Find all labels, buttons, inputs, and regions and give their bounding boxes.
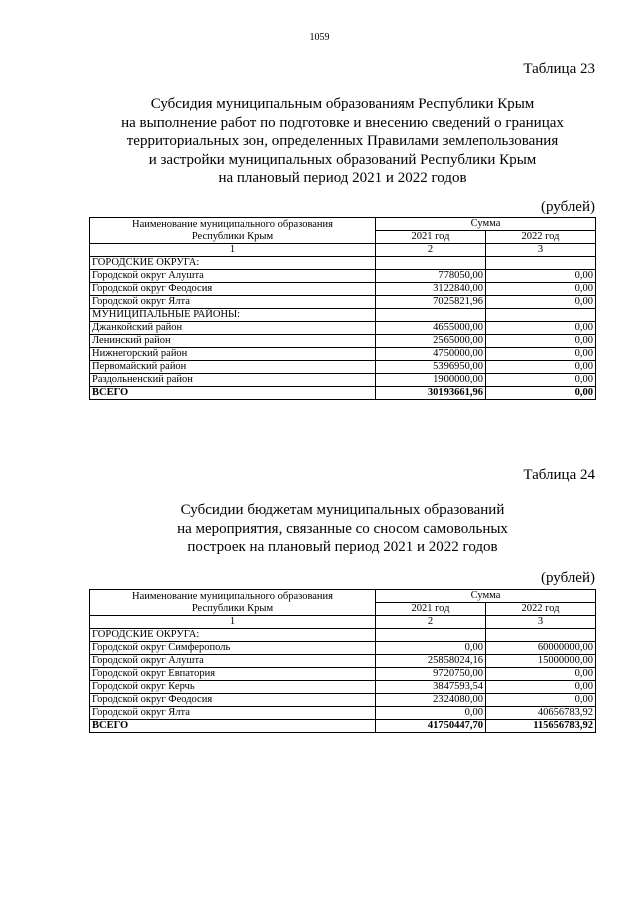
row-2021: 3847593,54 [376,681,486,694]
table-row [90,694,596,707]
row-name: ГОРОДСКИЕ ОКРУГА: [90,257,376,270]
total-name: ВСЕГО [90,720,376,733]
table-row [90,629,596,642]
table-24-label: Таблица 24 [523,467,595,483]
row-2021 [376,309,486,322]
title-line: Субсидия муниципальным образованиям Республики Крым [150,96,535,112]
table-row [90,374,596,387]
column-number: 3 [486,616,596,629]
table-row [90,348,596,361]
table-23-unit: (рублей) [540,199,595,215]
row-2022: 0,00 [486,374,596,387]
table-24 [89,589,596,733]
total-name: ВСЕГО [90,387,376,400]
table-row [90,707,596,720]
header-row [90,218,596,231]
row-name: МУНИЦИПАЛЬНЫЕ РАЙОНЫ: [90,309,376,322]
header-year-2022: 2022 год [486,603,596,616]
row-2021: 4750000,00 [376,348,486,361]
row-2022: 40656783,92 [486,707,596,720]
row-2021 [376,629,486,642]
column-number: 3 [486,244,596,257]
table-row [90,655,596,668]
table-23 [89,217,596,400]
row-name: Городской округ Алушта [90,270,376,283]
table-23-title [90,95,595,188]
header-name-line1: Наименование муниципального образования [132,590,333,602]
row-2022: 0,00 [486,322,596,335]
row-2022: 60000000,00 [486,642,596,655]
title-line: на мероприятия, связанные со сносом самовольных [177,520,508,537]
row-2022: 15000000,00 [486,655,596,668]
title-line: на плановый период 2021 и 2022 годов [218,170,467,186]
table-row [90,322,596,335]
row-2021: 7025821,96 [376,296,486,309]
row-2022: 0,00 [486,694,596,707]
total-row [90,387,596,400]
table-24-title [90,501,595,557]
row-2021: 4655000,00 [376,322,486,335]
row-name: Городской округ Ялта [90,707,376,720]
total-2022: 115656783,92 [486,720,596,733]
title-line: территориальных зон, определенных Правилами землепользования [126,133,559,149]
row-2022: 0,00 [486,668,596,681]
row-name: Городской округ Евпатория [90,668,376,681]
row-2021: 3122840,00 [376,283,486,296]
row-2021: 9720750,00 [376,668,486,681]
header-name-line1: Наименование муниципального образования [132,218,333,230]
row-2021: 0,00 [376,707,486,720]
row-2021: 778050,00 [376,270,486,283]
column-number: 1 [90,616,376,629]
column-numbers-row [90,616,596,629]
row-2022 [486,309,596,322]
header-year-2021: 2021 год [376,231,486,244]
header-sum: Сумма [376,218,596,231]
table-row [90,270,596,283]
total-2022: 0,00 [486,387,596,400]
header-name-cell [90,590,376,616]
row-name: Джанкойский район [90,322,376,335]
row-2022: 0,00 [486,348,596,361]
header-sum: Сумма [376,590,596,603]
row-2022: 0,00 [486,270,596,283]
table-row [90,668,596,681]
table-24-unit: (рублей) [540,570,595,586]
title-line: и застройки муниципальных образований Республики Крым [148,151,537,168]
header-name-line2: Республики Крым [191,230,274,242]
row-2021: 2324080,00 [376,694,486,707]
table-row [90,642,596,655]
row-2021: 1900000,00 [376,374,486,387]
table-row [90,257,596,270]
row-name: Городской округ Феодосия [90,694,376,707]
table-row [90,335,596,348]
page-number: 1059 [309,32,330,43]
row-2022 [486,257,596,270]
row-2022 [486,629,596,642]
row-2021: 2565000,00 [376,335,486,348]
total-2021: 41750447,70 [376,720,486,733]
row-2021: 5396950,00 [376,361,486,374]
row-2022: 0,00 [486,335,596,348]
header-row [90,590,596,603]
table-row [90,283,596,296]
row-name: Городской округ Ялта [90,296,376,309]
header-name-line2: Республики Крым [191,602,274,614]
row-name: Раздольненский район [90,374,376,387]
table-row [90,296,596,309]
column-number: 2 [376,244,486,257]
row-2022: 0,00 [486,283,596,296]
column-number: 2 [376,616,486,629]
total-row [90,720,596,733]
column-numbers-row [90,244,596,257]
column-number: 1 [90,244,376,257]
row-2021: 25858024,16 [376,655,486,668]
row-name: Ленинский район [90,335,376,348]
row-name: Первомайский район [90,361,376,374]
row-name: Городской округ Керчь [90,681,376,694]
row-2022: 0,00 [486,296,596,309]
total-2021: 30193661,96 [376,387,486,400]
row-name: Городской округ Алушта [90,655,376,668]
title-line: на выполнение работ по подготовке и внесению сведений о границах [121,114,564,131]
header-year-2021: 2021 год [376,603,486,616]
row-name: ГОРОДСКИЕ ОКРУГА: [90,629,376,642]
table-row [90,361,596,374]
row-name: Нижнегорский район [90,348,376,361]
title-line: Субсидии бюджетам муниципальных образований [180,502,505,518]
row-2022: 0,00 [486,681,596,694]
row-2021 [376,257,486,270]
table-23-label: Таблица 23 [523,61,595,77]
header-year-2022: 2022 год [486,231,596,244]
header-name-cell [90,218,376,244]
row-name: Городской округ Феодосия [90,283,376,296]
title-line: построек на плановый период 2021 и 2022 годов [187,539,498,555]
row-2022: 0,00 [486,361,596,374]
row-name: Городской округ Симферополь [90,642,376,655]
table-row [90,681,596,694]
table-row [90,309,596,322]
row-2021: 0,00 [376,642,486,655]
